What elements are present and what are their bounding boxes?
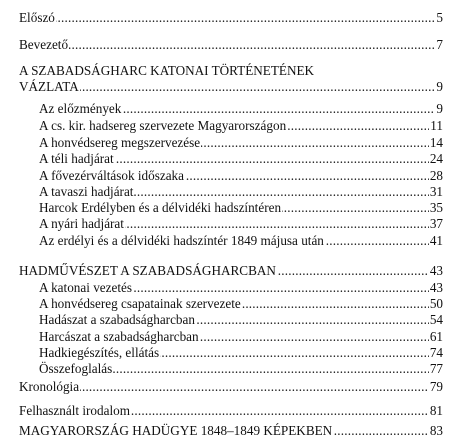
toc-entry-page: 37 <box>429 216 443 231</box>
toc-entry-page: 43 <box>429 280 443 295</box>
toc-entry-page: 74 <box>429 345 443 360</box>
toc-entry-sub[interactable] <box>39 216 443 232</box>
toc-entry-title: Összefoglalás <box>39 361 113 376</box>
toc-entry-page: 79 <box>429 379 443 394</box>
toc-entry-title: A cs. kir. hadsereg szervezete Magyarországon <box>39 118 287 133</box>
toc-entry-title: Bevezető <box>19 37 69 52</box>
toc-entry-page: 9 <box>436 101 443 116</box>
toc-entry-title: A katonai vezetés <box>39 280 133 295</box>
toc-entry-title: A tavaszi hadjárat <box>39 184 134 199</box>
toc-entry-title: Az erdélyi és a délvidéki hadszíntér 1849 májusa után <box>39 233 324 248</box>
toc-entry-kronologia[interactable] <box>19 379 443 395</box>
toc-entry-sub[interactable] <box>39 200 443 216</box>
toc-entry-title: MAGYARORSZÁG HADÜGYE 1848–1849 KÉPEKBEN <box>19 423 333 438</box>
dot-leader <box>19 379 443 395</box>
dot-leader <box>19 37 443 53</box>
toc-entry-page: 7 <box>436 37 443 52</box>
toc-entry-section-vazlata[interactable] <box>19 79 443 95</box>
toc-entry-title: A nyári hadjárat <box>39 216 124 231</box>
toc-entry-sub[interactable] <box>39 280 443 296</box>
toc-entry-title: Kronológia <box>19 379 80 394</box>
toc-entry-title: A téli hadjárat <box>39 151 114 166</box>
toc-entry-title: Hadkiegészítés, ellátás <box>39 345 160 360</box>
toc-entry-sub[interactable] <box>39 168 443 184</box>
toc-entry-title: VÁZLATA <box>19 79 79 94</box>
toc-entry-page: 50 <box>429 296 443 311</box>
toc-entry-title: A honvédsereg megszervezése <box>39 135 201 150</box>
section-heading-line1: A SZABADSÁGHARC KATONAI TÖRTÉNETÉNEK <box>19 63 315 78</box>
toc-entry-page: 14 <box>429 135 443 150</box>
toc-entry-sub[interactable] <box>39 233 443 249</box>
toc-entry-sub[interactable] <box>39 101 443 117</box>
toc-entry-sub[interactable] <box>39 118 443 134</box>
toc-entry-bevezeto[interactable] <box>19 37 443 53</box>
toc-entry-sub[interactable] <box>39 345 443 361</box>
toc-entry-page: 83 <box>429 423 443 438</box>
toc-entry-title: Az előzmények <box>39 101 122 116</box>
toc-entry-title: A fővezérváltások időszaka <box>39 168 185 183</box>
toc-entry-page: 81 <box>429 403 443 418</box>
toc-entry-section-hadmuveszet[interactable] <box>19 263 443 279</box>
toc-entry-page: 77 <box>429 361 443 376</box>
toc-entry-page: 24 <box>429 151 443 166</box>
toc-entry-page: 9 <box>436 79 443 94</box>
toc-entry-sub[interactable] <box>39 361 443 377</box>
toc-entry-page: 31 <box>429 184 443 199</box>
toc-entry-page: 61 <box>429 329 443 344</box>
toc-entry-sub[interactable] <box>39 296 443 312</box>
toc-entry-page: 28 <box>429 168 443 183</box>
toc-entry-eloszo[interactable] <box>19 10 443 26</box>
toc-entry-sub[interactable] <box>39 184 443 200</box>
toc-entry-title: Harcok Erdélyben és a délvidéki hadszíntéren <box>39 200 282 215</box>
toc-entry-page: 35 <box>429 200 443 215</box>
toc-entry-title: Előszó <box>19 10 55 25</box>
toc-entry-title: Felhasznált irodalom <box>19 403 130 418</box>
dot-leader <box>19 79 443 95</box>
toc-entry-kepekben[interactable] <box>19 423 443 439</box>
dot-leader <box>19 10 443 26</box>
toc-entry-page: 5 <box>436 10 443 25</box>
toc-entry-irodalom[interactable] <box>19 403 443 419</box>
toc-entry-sub[interactable] <box>39 135 443 151</box>
toc-entry-page: 43 <box>429 263 443 278</box>
toc-entry-page: 11 <box>430 118 443 133</box>
toc-entry-title: Harcászat a szabadságharcban <box>39 329 199 344</box>
toc-entry-title: Hadászat a szabadságharcban <box>39 312 195 327</box>
toc-entry-title: HADMŰVÉSZET A SZABADSÁGHARCBAN <box>19 263 276 278</box>
toc-entry-sub[interactable] <box>39 329 443 345</box>
toc-entry-page: 41 <box>429 233 443 248</box>
toc-entry-title: A honvédsereg csapatainak szervezete <box>39 296 241 311</box>
toc-entry-sub[interactable] <box>39 312 443 328</box>
toc-entry-page: 54 <box>429 312 443 327</box>
toc-entry-sub[interactable] <box>39 151 443 167</box>
